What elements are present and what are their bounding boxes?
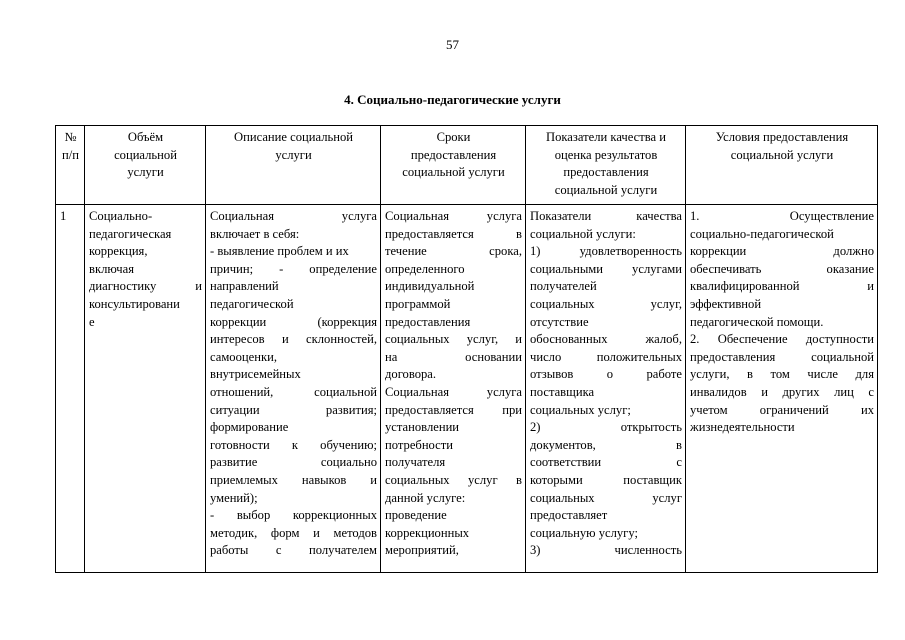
cell-line: №	[64, 130, 77, 144]
cell-line: приемлемых навыков и	[210, 472, 377, 487]
cell-line: диагностику и	[89, 279, 202, 294]
cell-line: социально-педагогической	[690, 226, 834, 241]
cell-line: педагогической помощи.	[690, 314, 824, 329]
cell-line: отношений, социальной	[210, 384, 377, 399]
header-cell-terms	[381, 126, 526, 205]
cell-line: направлений	[210, 279, 279, 294]
quality-cell	[526, 205, 686, 573]
services-table	[55, 125, 878, 573]
cell-line: коррекция,	[89, 244, 148, 259]
cell-line: социальной услуги	[554, 182, 658, 197]
cell-line: формирование	[210, 420, 289, 435]
cell-line: документов, в	[530, 437, 682, 452]
cell-line: индивидуальной	[385, 279, 475, 294]
cell-line: Социальная услуга	[385, 209, 522, 223]
cell-line: работы с получателем	[210, 543, 377, 558]
row-number: 1	[60, 209, 67, 223]
cell-line: течение срока,	[385, 244, 522, 259]
cell-line: договора.	[385, 367, 437, 382]
cell-line: Социальная услуга	[210, 209, 377, 223]
cell-line: предоставляется в	[385, 226, 522, 241]
cell-line: мероприятий,	[385, 543, 459, 558]
cell-line: коррекции должно	[690, 244, 874, 259]
cell-line: социальных услуг,	[530, 296, 682, 311]
cell-line: Показатели качества	[530, 209, 682, 223]
cell-line: Объём	[127, 130, 164, 144]
cell-line: отзывов о работе	[530, 367, 682, 382]
cell-line: жизнедеятельности	[690, 420, 795, 435]
cell-line: 3) численность	[530, 543, 682, 558]
cell-line: включает в себя:	[210, 226, 300, 241]
cell-line: умений);	[210, 490, 258, 505]
header-cell-volume	[85, 126, 206, 205]
cell-line: Социально-	[89, 209, 153, 223]
cell-line: самооценки,	[210, 349, 277, 364]
cell-line: социальных услуг, и	[385, 332, 522, 347]
cell-line: причин; - определение	[210, 261, 377, 276]
cell-line: 2) открытость	[530, 420, 682, 435]
cell-line: Описание социальной	[234, 130, 353, 144]
cell-line: отсутствие	[530, 314, 589, 329]
cell-line: квалифицированной и	[690, 279, 874, 294]
cell-line: 1) удовлетворенность	[530, 244, 682, 259]
cell-line: включая	[89, 261, 134, 276]
cell-line: социальных услуг в	[385, 472, 522, 487]
cell-line: соответствии с	[530, 455, 682, 470]
cell-line: предоставления социальной	[690, 349, 874, 364]
cell-line: данной услуге:	[385, 490, 466, 505]
cell-line: развитие социально	[210, 455, 377, 470]
cell-line: е	[89, 314, 95, 329]
cell-line: услуги	[275, 147, 312, 162]
cell-line: социальных услуг	[530, 490, 682, 505]
volume-cell	[85, 205, 206, 573]
cell-line: предоставления	[410, 147, 497, 162]
cell-line: Социальная услуга	[385, 384, 522, 399]
conditions-cell	[686, 205, 878, 573]
header-cell-conditions	[686, 126, 878, 205]
cell-line: коррекционных	[385, 525, 470, 540]
terms-cell	[381, 205, 526, 573]
cell-line: социальной услуги:	[530, 226, 636, 241]
header-cell-description	[206, 126, 381, 205]
cell-line: социальную услугу;	[530, 525, 638, 540]
cell-line: обоснованных жалоб,	[530, 332, 682, 347]
cell-line: 2. Обеспечение доступности	[690, 332, 874, 347]
cell-line: эффективной	[690, 296, 762, 311]
description-cell	[206, 205, 381, 573]
cell-line: педагогической	[210, 296, 294, 311]
cell-line: определенного	[385, 261, 465, 276]
cell-line: 1. Осуществление	[690, 209, 874, 223]
cell-line: Показатели качества и	[545, 130, 666, 144]
cell-line: социальных услуг;	[530, 402, 631, 417]
cell-line: социальной услуги	[730, 147, 834, 162]
cell-line: педагогическая	[89, 226, 172, 241]
cell-line: предоставляет	[530, 508, 608, 523]
cell-line: коррекции (коррекция	[210, 314, 377, 329]
cell-line: учетом ограничений их	[690, 402, 874, 417]
cell-line: предоставления	[385, 314, 471, 329]
cell-line: п/п	[62, 147, 79, 162]
cell-line: предоставляется при	[385, 402, 522, 417]
table-header-row	[56, 126, 878, 205]
cell-line: на основании	[385, 349, 522, 364]
cell-line: инвалидов и других лиц с	[690, 384, 874, 399]
header-cell-number	[56, 126, 85, 205]
cell-line: интересов и склонностей,	[210, 332, 377, 347]
page-number: 57	[446, 37, 459, 52]
table-row	[56, 205, 878, 573]
cell-line: социальной	[114, 147, 177, 162]
section-title: 4. Социально-педагогические услуги	[344, 92, 561, 107]
cell-line: установлении	[385, 420, 460, 435]
cell-line: программой	[385, 296, 451, 311]
cell-line: оценка результатов	[554, 147, 658, 162]
cell-line: потребности	[385, 437, 454, 452]
cell-line: Сроки	[436, 130, 471, 144]
cell-line: внутрисемейных	[210, 367, 301, 382]
cell-line: услуги	[127, 165, 164, 180]
cell-line: Условия предоставления	[715, 130, 849, 144]
cell-line: консультировани	[89, 296, 180, 311]
header-cell-quality	[526, 126, 686, 205]
cell-line: готовности к обучению;	[210, 437, 377, 452]
cell-line: предоставления	[563, 165, 649, 180]
cell-line: - выявление проблем и их	[210, 244, 349, 259]
row-number-cell	[56, 205, 85, 573]
cell-line: методик, форм и методов	[210, 525, 377, 540]
cell-line: которыми поставщик	[530, 472, 682, 487]
cell-line: ситуации развития;	[210, 402, 377, 417]
cell-line: проведение	[385, 508, 447, 523]
cell-line: получателей	[530, 279, 597, 294]
cell-line: число положительных	[530, 349, 682, 364]
cell-line: социальной услуги	[402, 165, 505, 180]
cell-line: получателя	[385, 455, 446, 470]
cell-line: обеспечивать оказание	[690, 261, 874, 276]
cell-line: социальными услугами	[530, 261, 682, 276]
cell-line: услуги, в том числе для	[690, 367, 874, 382]
cell-line: поставщика	[530, 384, 595, 399]
cell-line: - выбор коррекционных	[210, 508, 377, 523]
